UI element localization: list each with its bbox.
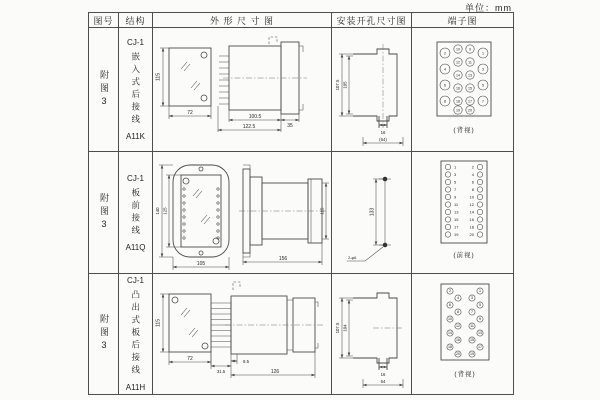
terminal-number: 5	[481, 82, 484, 87]
unit-label: 单位：mm	[465, 3, 512, 13]
install-drawing-cell	[332, 274, 412, 395]
terminal-number: 16	[469, 216, 474, 222]
front-view	[155, 165, 229, 270]
front-view	[156, 294, 212, 365]
terminal-number: 18	[455, 98, 460, 103]
terminal-number: 19	[453, 231, 458, 237]
terminal-number: 7	[470, 310, 473, 315]
terminal-number: 12	[455, 59, 460, 64]
dim-hole-spacing: 133	[369, 207, 375, 216]
structure-code: A11H	[125, 382, 146, 392]
terminal-number: 8	[443, 98, 446, 103]
structure-model: CJ-1	[127, 276, 144, 286]
hatch-mark	[189, 328, 198, 337]
hook-symbol	[233, 282, 240, 290]
outline-drawing-cell	[153, 152, 332, 274]
structure-cell	[119, 152, 153, 274]
terminal-number: 18	[469, 224, 474, 230]
terminal-number: 11	[467, 59, 472, 64]
dim-front-height: 115	[155, 72, 162, 81]
terminal-number: 3	[470, 296, 473, 301]
dim-pin-length: 31.5	[216, 369, 226, 374]
terminal-grid	[440, 44, 488, 113]
terminal-number: 1	[481, 50, 484, 55]
fig-no-cell	[89, 274, 119, 395]
dim-front-outer-height: 140	[155, 206, 160, 215]
dim-front-width: 72	[187, 356, 193, 362]
front-view	[156, 48, 212, 119]
terminal-number: 19	[455, 107, 460, 112]
terminal-number: 10	[455, 46, 460, 51]
hatch-mark	[181, 308, 190, 317]
dim-span-width: (64)	[378, 136, 387, 142]
dim-flange-width: 35	[287, 122, 293, 129]
install-drawing-a11h	[333, 274, 411, 394]
terminal-number: 3	[453, 171, 456, 177]
terminal-number: 6	[471, 179, 474, 185]
header-outline: 外 形 尺 寸 图	[153, 13, 332, 28]
terminal-number: 20	[455, 352, 460, 357]
terminal-number: 12	[469, 201, 474, 207]
terminal-drawing-cell	[412, 28, 514, 152]
mounting-hole	[382, 176, 387, 181]
structure-model: CJ-1	[127, 173, 144, 183]
header-structure: 结构	[119, 13, 153, 28]
dim-body-length: 100.5	[248, 113, 262, 120]
terminal-number: 5	[478, 303, 481, 308]
terminal-view-label: (背视)	[453, 371, 476, 378]
terminal-drawing-cell	[412, 152, 514, 274]
install-drawing-a11q	[333, 153, 411, 273]
spec-row-a11q	[89, 152, 514, 274]
side-view	[211, 282, 323, 378]
terminal-number: 2	[471, 164, 474, 170]
structure-code: A11K	[126, 132, 145, 141]
terminal-number: 6	[443, 82, 446, 87]
mounting-hole	[382, 242, 387, 247]
install-drawing-cell	[332, 152, 412, 274]
terminal-number: 18	[447, 345, 452, 350]
header-install: 安装开孔尺寸图	[332, 13, 412, 28]
terminal-number: 10	[447, 317, 452, 322]
terminal-number: 4	[443, 66, 446, 71]
terminal-view-label: (背视)	[452, 126, 475, 134]
hatch-mark	[181, 62, 190, 71]
terminal-grid	[445, 164, 482, 237]
fig-no-label: 附图3	[99, 192, 109, 233]
fig-no-label: 附图3	[99, 69, 109, 110]
dim-slot-width: 16	[380, 129, 385, 135]
terminal-number: 8	[471, 186, 474, 192]
terminal-number: 17	[477, 345, 482, 350]
terminal-number: 20	[469, 231, 474, 237]
terminal-number: 17	[453, 224, 458, 230]
terminal-drawing-a11k	[413, 30, 513, 150]
terminal-view-label: (前视)	[452, 251, 475, 259]
terminal-number: 3	[481, 66, 484, 71]
terminal-number: 9	[478, 317, 481, 322]
terminal-number: 9	[468, 46, 471, 51]
dim-front-inner-height: 125	[162, 206, 168, 215]
terminal-dots	[183, 187, 219, 238]
terminal-number: 14	[469, 209, 474, 215]
terminal-number: 7	[481, 98, 484, 103]
structure-model: CJ-1	[127, 38, 144, 47]
dim-front-height: 115	[155, 319, 162, 327]
outline-drawing-cell	[153, 274, 332, 395]
spec-row-a11h	[89, 274, 514, 395]
structure-name: 嵌入式后接线	[130, 52, 141, 127]
terminal-number: 20	[467, 107, 472, 112]
dim-inner-height: 104	[342, 324, 347, 332]
hatch-mark	[193, 189, 202, 198]
hatch-mark	[191, 81, 200, 90]
terminal-number: 16	[455, 85, 460, 90]
terminal-number: 1	[453, 164, 456, 170]
hook-symbol	[269, 37, 277, 44]
structure-cell	[119, 274, 153, 395]
terminal-number: 17	[467, 98, 472, 103]
spec-row-a11k	[89, 28, 514, 152]
terminal-number: 13	[477, 331, 482, 336]
header-terminal: 端子图	[412, 13, 514, 28]
terminal-number: 4	[456, 296, 459, 301]
terminal-number: 8	[456, 310, 459, 315]
terminal-number: 2	[443, 50, 446, 55]
terminal-number: 11	[453, 201, 458, 207]
install-drawing-a11k	[333, 30, 411, 150]
terminal-number: 1	[478, 289, 481, 294]
dim-front-width: 105	[196, 260, 206, 267]
install-drawing-cell	[332, 28, 412, 152]
structure-cell	[119, 28, 153, 152]
outline-drawing-cell	[153, 28, 332, 152]
terminal-number: 16	[455, 338, 460, 343]
terminal-number: 11	[469, 324, 474, 329]
structure-name: 凸出式板后接线	[130, 290, 141, 378]
structure-name: 板前接线	[130, 187, 141, 238]
header-row	[89, 13, 514, 28]
outline-drawing-a11k	[153, 30, 331, 150]
terminal-number: 7	[453, 186, 456, 192]
terminal-pins	[219, 56, 229, 104]
terminal-number: 15	[453, 216, 458, 222]
structure-code: A11Q	[125, 242, 146, 252]
header-fig-no: 图号	[89, 13, 119, 28]
terminal-number: 14	[455, 72, 460, 77]
dim-slot-width: 16	[380, 372, 385, 377]
terminal-number: 13	[467, 72, 472, 77]
terminal-number: 12	[455, 324, 460, 329]
fig-no-cell	[89, 152, 119, 274]
dim-span-width: 64	[380, 379, 385, 384]
spec-table	[88, 12, 514, 395]
terminal-number: 6	[448, 303, 451, 308]
fig-no-cell	[89, 28, 119, 152]
outline-drawing-a11q	[153, 153, 331, 273]
terminal-number: 10	[469, 194, 474, 200]
dim-side-length: 156	[278, 255, 288, 262]
side-view	[218, 37, 307, 132]
terminal-number: 9	[453, 194, 456, 200]
dim-front-width: 72	[187, 109, 193, 116]
side-view	[239, 165, 329, 265]
fig-no-label: 附图3	[99, 314, 109, 354]
dim-total-length: 122.5	[242, 123, 256, 130]
outline-drawing-a11h	[153, 274, 331, 394]
slot	[379, 358, 387, 370]
terminal-number: 19	[469, 352, 474, 357]
terminal-number: 13	[453, 209, 458, 215]
terminal-number: 15	[469, 338, 474, 343]
terminal-drawing-cell	[412, 274, 514, 395]
terminal-number: 15	[467, 85, 472, 90]
dim-side-height: 115	[319, 207, 325, 214]
dim-front-offset: 9.5	[243, 359, 249, 364]
terminal-number: 4	[471, 171, 474, 177]
dim-outer-height: 107.5	[334, 79, 340, 90]
terminal-number: 2	[448, 289, 451, 294]
dim-inner-height: 105	[342, 80, 347, 89]
dim-body-length: 126	[270, 369, 280, 375]
dim-outer-height: 107.5	[334, 322, 340, 334]
terminal-number: 14	[447, 331, 452, 336]
terminal-grid	[446, 288, 482, 357]
hole-size-label: 2-φ6	[347, 254, 356, 260]
terminal-number: 5	[453, 179, 456, 185]
hatch-mark	[201, 215, 210, 224]
terminal-drawing-a11h	[413, 274, 513, 394]
terminal-drawing-a11q	[413, 153, 513, 273]
